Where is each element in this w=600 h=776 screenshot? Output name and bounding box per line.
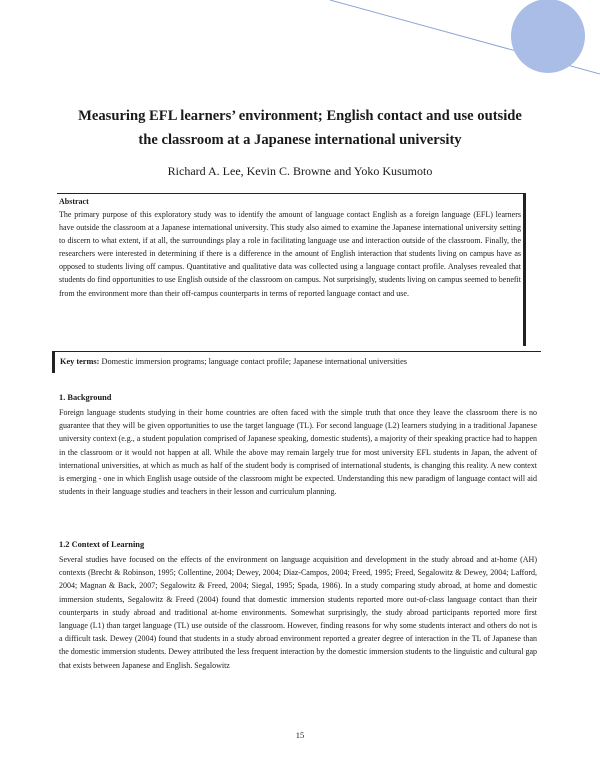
- abstract-text: The primary purpose of this exploratory study was to identify the amount of language contact English as a foreign language (EFL) learners have outside the classroom at a Japanese international university. This study also aimed to examine the Japanese international university setting to discern to what extent, if at all, the surroundings play a role in facilitating language use and interaction outside of the classroom. Finally, the researchers were interested in determining if there is a difference in the amount of English interaction that students living on campus have as opposed to students living off campus. Quantitative and qualitative data was collected using a language contact profile. Analyses revealed that students do find opportunities to use English outside of the classroom on campus. Not surprisingly, students living on campus seemed to benefit from the environment more than their off-campus counterparts in terms of reported language contact and use.: [59, 210, 521, 298]
- abstract-heading: Abstract: [59, 197, 89, 206]
- header-decoration: [0, 0, 600, 100]
- section-text-context: Several studies have focused on the effects of the environment on language acquisition and development in the study abroad and at-home (AH) contexts (Brecht & Robinson, 1995; Collentine, 2004; Dewey, 2004; Diaz-Campos, 2004; Freed, 1995; Freed, Segalowitz & Dewey, 2004; Lafford, 2004; Magnan & Back, 2007; Segalowitz & Freed, 2004; Siegal, 1995; Spada, 1986). In a study comparing study abroad, at home and domestic immersion students, Segalowitz & Freed (2004) found that domestic immersion students reported more out-of-class language contact than their counterparts in study abroad and traditional at-home environments. Somewhat surprisingly, the study abroad participants reported more first language (L1) than target language (TL) use outside of the classroom. However, finding reasons for why some students interact and others do not is a difficult task. Dewey (2004) found that students in a study abroad environment reported a greater degree of interaction in the TL of Japanese than the domestic immersion students. Dewey attributed the less frequent interaction by the domestic immersion students to the linguistic and cultural gap that exists between Japanese and English. Segalowitz: [59, 555, 537, 670]
- section-heading-background: 1. Background: [59, 393, 112, 402]
- title-line-2: the classroom at a Japanese international university: [138, 132, 462, 148]
- section-text-background: Foreign language students studying in their home countries are often faced with the simple truth that once they leave the classroom there is no guarantee that they will be given opportunities to use the target language (TL). For second language (L2) learners studying in a traditional Japanese university context (e.g., a student population comprised of Japanese speaking, domestic students), a majority of their speaking practice had to happen in the classroom or it would not happen at all. While the above may remain largely true for most university EFL students in Japan, the advent of international universities, at which as much as half of the student body is comprised of international students, is changing this reality. A new context is emerging - one in which English usage outside of the classroom might be expected. Understanding this new paradigm of language contact will aid students in their language studies and teachers in their lesson and curriculum planning.: [59, 408, 537, 497]
- keywords: [60, 357, 407, 366]
- title-line-1: Measuring EFL learners’ environment; English contact and use outside: [78, 108, 522, 124]
- keywords-text: Domestic immersion programs; language contact profile; Japanese international universities: [101, 357, 407, 366]
- authors: Richard A. Lee, Kevin C. Browne and Yoko Kusumoto: [167, 164, 433, 178]
- paper-title: [40, 104, 560, 152]
- page-number: 15: [295, 730, 305, 740]
- decor-circle: [511, 0, 585, 73]
- section-heading-context: 1.2 Context of Learning: [59, 540, 145, 549]
- keywords-label: Key terms:: [60, 357, 100, 366]
